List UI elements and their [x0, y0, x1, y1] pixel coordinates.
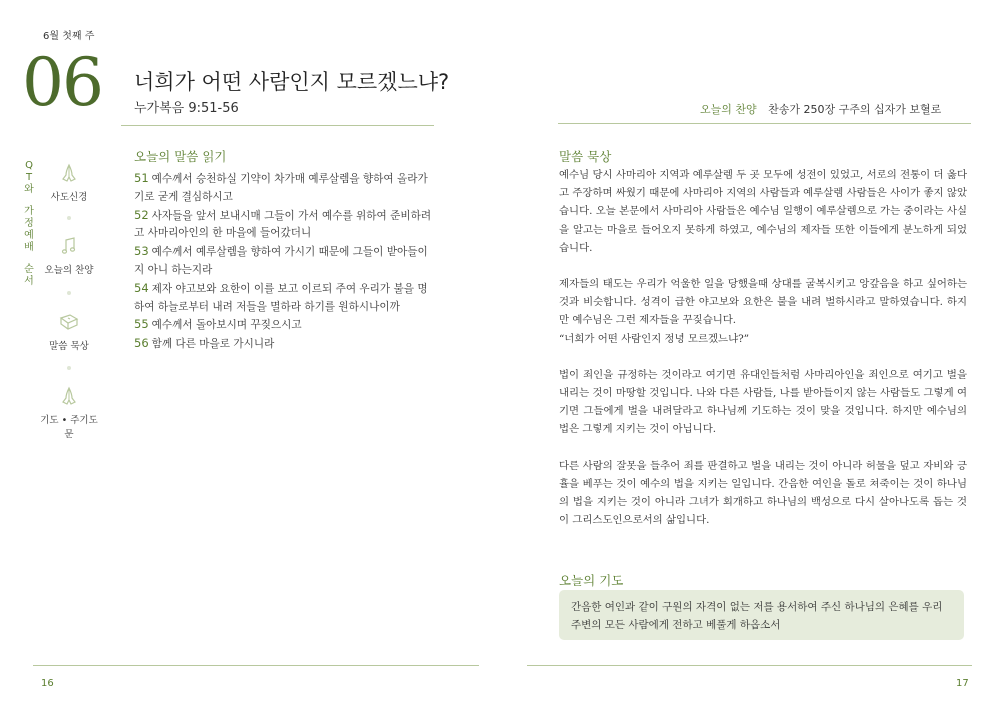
header-divider-right — [558, 123, 971, 124]
prayer-text: 간음한 여인과 같이 구원의 자격이 없는 저를 용서하여 주신 하나님의 은혜를 우리 주변의 모든 사람에게 전하고 베풀게 하옵소서 — [571, 601, 943, 631]
praying-hands-icon — [59, 163, 79, 183]
week-label: 6월 첫째 주 — [43, 31, 95, 42]
bible-book-icon — [58, 312, 80, 332]
meditation-body — [559, 166, 967, 547]
praying-hands-icon — [59, 386, 79, 406]
verse-number: 55 — [134, 317, 149, 332]
verse-number: 52 — [134, 207, 149, 222]
vertical-gap — [22, 196, 36, 206]
scripture-reading — [134, 170, 436, 354]
verse — [134, 280, 436, 317]
verse-text: 함께 다른 마을로 가시니라 — [151, 338, 275, 351]
sidebar-item-meditation — [36, 312, 102, 352]
hymn-title: 찬송가 250장 구주의 십자가 보혈로 — [768, 103, 942, 116]
sidebar-dot — [67, 291, 71, 295]
header-divider — [121, 125, 434, 126]
verse-number: 54 — [134, 280, 149, 295]
hymn-of-day — [700, 101, 941, 117]
sidebar-item-label: 기도 • 주기도문 — [40, 415, 98, 440]
sidebar-item-label: 말씀 묵상 — [49, 341, 89, 352]
verse-text: 제자 야고보와 요한이 이를 보고 이르되 주여 우리가 불을 명하여 하늘로부터 내려 저들을 멸하라 하기를 원하시나이까 — [134, 282, 428, 313]
verse-text: 예수께서 예루살렘을 향하여 가시기 때문에 그들이 받아들이지 아니 하는지라 — [134, 246, 428, 276]
verse-text: 사자들을 앞서 보내시매 그들이 가서 예수를 위하여 준비하려고 사마리아인의 한 마을에 들어갔더니 — [134, 209, 432, 240]
footer-divider-right — [527, 665, 972, 666]
sidebar-item-prayer — [36, 386, 102, 440]
verse — [134, 316, 436, 335]
vertical-section-title — [22, 160, 36, 288]
sidebar-dot — [67, 366, 71, 370]
hymn-label: 오늘의 찬양 — [700, 103, 757, 116]
page-number-right: 17 — [956, 678, 969, 689]
meditation-quote: “너희가 어떤 사람인지 정녕 모르겠느냐?” — [559, 332, 750, 345]
prayer-box — [559, 590, 964, 640]
meditation-paragraph: 제자들의 태도는 우리가 억울한 일을 당했을때 상대를 굴복시키고 앙갚음을 하고 싶어하는 것과 비슷합니다. 성격이 급한 야고보와 요한은 불을 내려 벌하시라고 말하였습니다. 하지만 예수님은 그런 제자들을 꾸짖습니다. — [559, 278, 967, 327]
verse — [134, 335, 436, 354]
page-number-left: 16 — [41, 678, 54, 689]
meditation-heading: 말씀 묵상 — [559, 149, 612, 164]
verse-number: 51 — [134, 171, 149, 185]
prayer-heading: 오늘의 기도 — [559, 573, 624, 588]
reading-heading: 오늘의 말씀 읽기 — [134, 149, 227, 164]
meditation-paragraph: 다른 사람의 잘못을 들추어 죄를 판결하고 벌을 내리는 것이 아니라 허물을 덮고 자비와 긍휼을 베푸는 것이 예수의 법을 지키는 일입니다. 간음한 여인을 돌로 쳐죽이는 것이 하나님의 법을 지키는 것이 아니라 그녀가 회개하고 하나님의 백성으로 다시 살아나도록 돕는 것이 그리스도인으로서의 삶입니다. — [559, 459, 967, 527]
vertical-char: 가 — [24, 206, 34, 217]
verse-number: 56 — [134, 336, 149, 351]
page-title: 너희가 어떤 사람인지 모르겠느냐? — [134, 70, 450, 94]
vertical-char: T — [25, 172, 33, 183]
meditation-paragraph: 예수님 당시 사마리아 지역과 예루살렘 두 곳 모두에 성전이 있었고, 서로의 전통이 더 옳다고 주장하며 싸웠기 때문에 사마리아 지역의 사람들과 예루살렘 사람들은 사이가 좋지 않았습니다. 오늘 본문에서 사마리아 사람들은 예수님 일행이 예루살렘으로 가는 중이라는 사실을 알고는 마을로 들어오지 못하게 하였고, 예수님의 제자들 또한 이들에게 분노하게 되었습니다. — [559, 169, 967, 254]
footer-divider-left — [33, 665, 479, 666]
vertical-char: 와 — [24, 184, 34, 195]
sidebar-item-label: 사도신경 — [50, 192, 88, 203]
vertical-char: 정 — [24, 218, 34, 229]
vertical-char: 서 — [24, 276, 34, 287]
vertical-char: 순 — [24, 264, 34, 275]
verse — [134, 243, 436, 280]
verse — [134, 170, 436, 207]
sidebar-item-label: 오늘의 찬양 — [44, 265, 94, 276]
sidebar-dot — [67, 216, 71, 220]
vertical-char: Q — [25, 160, 33, 171]
meditation-paragraph: 법이 죄인을 규정하는 것이라고 여기면 유대인들처럼 사마리아인을 죄인으로 여기고 벌을 내리는 것이 마땅할 것입니다. 나와 다른 사람들, 나를 받아들이지 않는 사람들도 그렇게 여기면 그들에게 벌을 내려달라고 하나님께 기도하는 것이 맞을 것입니다. 하지만 예수님의 법은 그렇게 지키는 것이 아닙니다. — [559, 368, 967, 436]
sidebar-item-hymn — [36, 236, 102, 276]
vertical-char: 배 — [24, 242, 34, 253]
vertical-char: 예 — [24, 230, 34, 241]
vertical-gap — [22, 254, 36, 264]
music-note-icon — [59, 236, 79, 256]
sidebar-item-creed — [36, 163, 102, 203]
verse-number: 53 — [134, 244, 149, 259]
verse-text: 예수께서 돌아보시며 꾸짖으시고 — [151, 319, 302, 332]
day-number: 06 — [22, 44, 102, 121]
verse — [134, 207, 436, 244]
verse-text: 예수께서 승천하실 기약이 차가매 예루살렘을 향하여 올라가기로 굳게 결심하시고 — [134, 173, 428, 203]
scripture-reference: 누가복음 9:51-56 — [134, 101, 239, 116]
